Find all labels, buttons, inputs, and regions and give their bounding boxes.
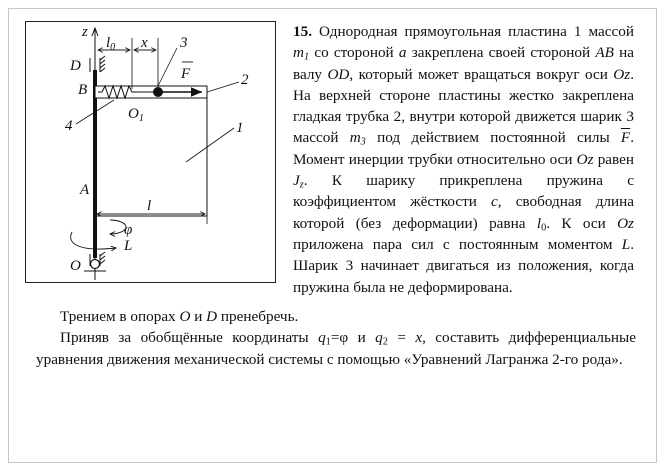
svg-text:F: F (181, 66, 191, 82)
label-o1: $O_1$ (128, 106, 144, 124)
label-4: 4 (65, 118, 73, 134)
bearing-d (90, 56, 105, 72)
label-l: l (147, 198, 152, 214)
label-2: 2 (241, 72, 249, 88)
problem-statement: 15. Однородная прямоугольная пластина 1 массой $m_1$ со стороной a закреплена своей стороной AB на валу OD, который может вращаться вокруг оси Oz. На верхней стороне пластины жестко закреплена гладкая трубка 2, внутри которой движется шарик 3 массой $m_3$ под действием постоянной силы $\overline{F}$. Момент инерции трубки относительно оси Oz равен $J_z$. К шарику прикреплена пружина с коэффициентом жёсткости c, свободная длина которой (без деформации) равна $l_0$. К оси Oz приложена пара сил с постоянным моментом L. Шарик 3 начинает двигаться из положения, когда пружина была не деформирована. (293, 23, 634, 296)
friction-note: Трением в опорах O и D пренебречь. (60, 308, 299, 325)
label-3: 3 (180, 35, 188, 51)
label-moment-l: L (124, 238, 133, 254)
label-phi: φ (124, 222, 133, 238)
label-l0: $l_0$ (106, 35, 116, 53)
label-a: A (80, 182, 90, 198)
label-o: O (70, 258, 81, 274)
task-text (36, 306, 636, 370)
label-b: B (78, 82, 88, 98)
mechanism-diagram (26, 22, 277, 284)
label-x: x (141, 35, 148, 51)
problem-number: 15. (293, 23, 312, 40)
mechanism-figure (25, 21, 276, 283)
label-f (180, 62, 193, 82)
label-z: z (82, 24, 88, 40)
plate (95, 86, 207, 216)
label-1: 1 (236, 120, 244, 136)
leader-1 (186, 128, 234, 162)
leader-3 (158, 48, 177, 86)
leader-2 (207, 82, 239, 92)
ball (153, 87, 163, 97)
task-statement: Приняв за обобщённые координаты $q_1=\varphi$ и $q_2 = x$, составить дифференциальные уравнения движения механической системы с помощью «Уравнений Лагранжа 2-го рода». (36, 329, 636, 368)
label-d: D (70, 58, 81, 74)
